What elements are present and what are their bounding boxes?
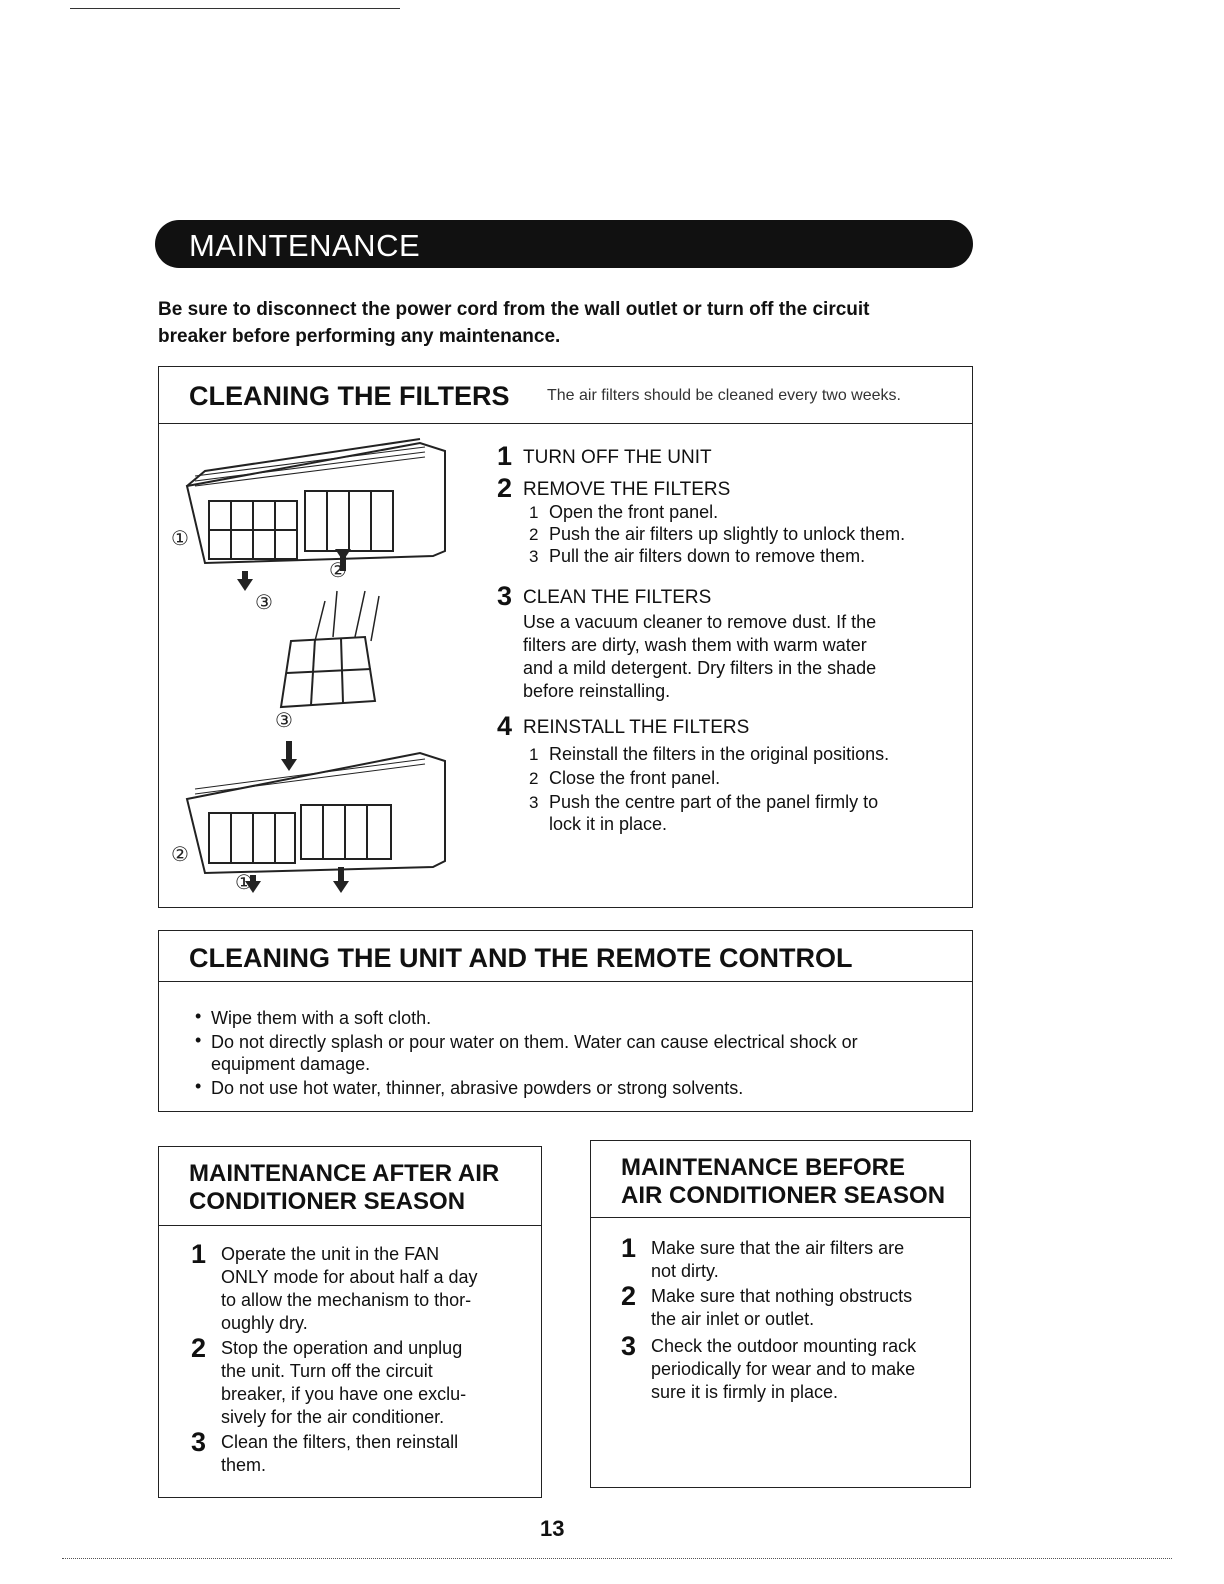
step-4-sub-1: Reinstall the filters in the original positions. [549,744,890,764]
item-line: Operate the unit in the FAN [221,1244,440,1264]
top-rule [70,8,400,9]
section-title-line-2: CONDITIONER SEASON [189,1188,466,1215]
section-title: CLEANING THE UNIT AND THE REMOTE CONTROL [189,943,853,973]
bullet-2: Do not directly splash or pour water on them. Water can cause electrical shock or [211,1032,858,1052]
step-2-sub-3-number: 3 [529,547,539,566]
section-title-line-1: MAINTENANCE AFTER AIR [189,1160,500,1187]
cleaning-unit-section [158,930,973,1112]
step-2-sub-2: Push the air filters up slightly to unlock them. [549,524,906,544]
bullet-1: Wipe them with a soft cloth. [211,1008,432,1028]
section-title-line-1: MAINTENANCE BEFORE [621,1154,906,1181]
step-1-number: 1 [497,441,513,471]
before-item-2 [651,1285,961,1331]
step-3-number: 3 [497,581,513,611]
step-4-sub-2-number: 2 [529,769,539,788]
fig-label-2b: ② [171,844,189,866]
step-3-line: before reinstalling. [523,681,671,701]
fig-label-1b: ① [235,872,253,894]
item-line: Make sure that the air filters are [651,1238,905,1258]
step-4-sub-2: Close the front panel. [549,768,721,788]
step-2-sub-1: Open the front panel. [549,502,719,522]
banner-title: MAINTENANCE [189,228,421,263]
bullet-dot: • [195,1030,202,1050]
maintenance-after-section [158,1146,542,1498]
bullet-dot: • [195,1076,202,1096]
section-divider [159,1225,541,1226]
after-item-3 [221,1431,531,1477]
item-line: breaker, if you have one exclu- [221,1384,467,1404]
after-item-1-number: 1 [191,1239,207,1269]
bottom-rule [62,1558,1172,1559]
step-4-sub-3-cont: lock it in place. [549,814,668,834]
step-2-sub-3: Pull the air filters down to remove them. [549,546,866,566]
item-line: oughly dry. [221,1313,308,1333]
section-title: CLEANING THE FILTERS [189,381,510,411]
section-divider [159,981,972,982]
before-item-3 [651,1335,961,1404]
step-4-sub-3-number: 3 [529,793,539,812]
cleaning-filters-section [158,366,973,908]
step-2-number: 2 [497,473,513,503]
before-item-1-number: 1 [621,1233,637,1263]
warning-line-1: Be sure to disconnect the power cord from the wall outlet or turn off the circuit [158,299,870,320]
bullet-3: Do not use hot water, thinner, abrasive powders or strong solvents. [211,1078,744,1098]
after-item-2 [221,1337,531,1429]
step-3-text [523,611,953,703]
section-title-line-2: AIR CONDITIONER SEASON [621,1182,946,1209]
warning-line-2: breaker before performing any maintenance. [158,326,561,347]
step-4-heading: REINSTALL THE FILTERS [523,717,750,738]
item-line: Stop the operation and unplug [221,1338,463,1358]
item-line: ONLY mode for about half a day [221,1267,478,1287]
item-line: Clean the filters, then reinstall [221,1432,459,1452]
item-line: sure it is firmly in place. [651,1382,839,1402]
step-4-sub-3: Push the centre part of the panel firmly to [549,792,879,812]
item-line: the unit. Turn off the circuit [221,1361,433,1381]
step-3-line: and a mild detergent. Dry filters in the shade [523,658,877,678]
fig-label-3: ③ [255,592,273,614]
item-line: sively for the air conditioner. [221,1407,445,1427]
page-number: 13 [540,1516,565,1541]
maintenance-before-section [590,1140,971,1488]
before-item-2-number: 2 [621,1281,637,1311]
before-item-3-number: 3 [621,1331,637,1361]
step-2-heading: REMOVE THE FILTERS [523,479,731,500]
step-1-heading: TURN OFF THE UNIT [523,447,712,468]
section-divider [591,1217,970,1218]
bullet-dot: • [195,1006,202,1026]
step-3-line: filters are dirty, wash them with warm water [523,635,867,655]
fig-label-2: ② [329,560,347,582]
bullet-2-cont: equipment damage. [211,1054,371,1074]
after-item-2-number: 2 [191,1333,207,1363]
before-item-1 [651,1237,961,1283]
after-item-3-number: 3 [191,1427,207,1457]
step-2-sub-2-number: 2 [529,525,539,544]
step-4-number: 4 [497,711,513,741]
step-4-sub-1-number: 1 [529,745,539,764]
item-line: them. [221,1455,267,1475]
section-note: The air filters should be cleaned every two weeks. [547,387,901,404]
maintenance-banner [155,220,973,268]
filter-removal-illustration [165,431,465,907]
item-line: the air inlet or outlet. [651,1309,815,1329]
warning-text [158,296,988,350]
step-2-sub-1-number: 1 [529,503,539,522]
item-line: Check the outdoor mounting rack [651,1336,917,1356]
fig-label-3b: ③ [275,710,293,732]
item-line: Make sure that nothing obstructs [651,1286,913,1306]
section-divider [159,423,972,424]
fig-label-1: ① [171,528,189,550]
item-line: not dirty. [651,1261,719,1281]
after-item-1 [221,1243,531,1335]
step-3-line: Use a vacuum cleaner to remove dust. If the [523,612,877,632]
item-line: periodically for wear and to make [651,1359,916,1379]
item-line: to allow the mechanism to thor- [221,1290,472,1310]
step-3-heading: CLEAN THE FILTERS [523,587,712,608]
